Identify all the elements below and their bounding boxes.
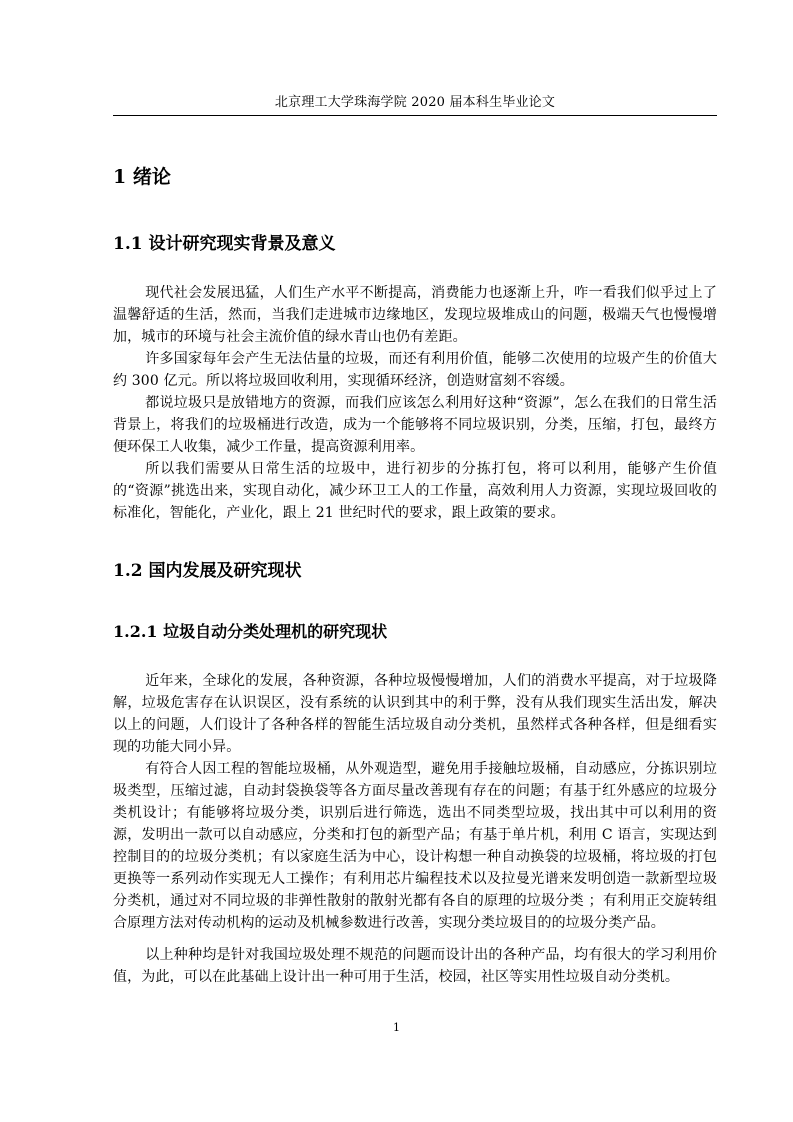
section-1-1-paragraph-4: 所以我们需要从日常生活的垃圾中，进行初步的分拣打包，将可以利用，能够产生价值的“资源”挑选出来，实现自动化，减少环卫工人的工作量，高效利用人力资源，实现垃圾回收的标准化，智能化，产业化，跟上 21 世纪时代的要求，跟上政策的要求。 — [113, 461, 717, 521]
section-1-2-1-paragraph-1: 近年来，全球化的发展，各种资源，各种垃圾慢慢增加，人们的消费水平提高，对于垃圾降解，垃圾危害存在认识误区，没有系统的认识到其中的利于弊，没有从我们现实生活出发，解决以上的问题，人们设计了各种各样的智能生活垃圾自动分类机，虽然样式各种各样，但是细看实现的功能大同小异。 — [113, 673, 717, 755]
chapter-title: 1 绪论 — [113, 166, 171, 188]
section-1-2-1-paragraph-3: 以上种种均是针对我国垃圾处理不规范的问题而设计出的各种产品，均有很大的学习利用价值，为此，可以在此基础上设计出一种可用于生活，校园，社区等实用性垃圾自动分类机。 — [113, 947, 717, 985]
section-1-1-title: 1.1 设计研究现实背景及意义 — [113, 234, 336, 254]
section-1-2-1-paragraph-2: 有符合人因工程的智能垃圾桶，从外观造型，避免用手接触垃圾桶，自动感应，分拣识别垃圾类型，压缩过滤，自动封袋换袋等各方面尽量改善现有存在的问题；有基于红外感应的垃圾分类机设计；有能够将垃圾分类，识别后进行筛选，选出不同类型垃圾，找出其中可以利用的资源，发明出一款可以自动感应，分类和打包的新型产品；有基于单片机，利用 C 语言，实现达到控制目的的垃圾分类机；有以家庭生活为中心，设计构想一种自动换袋的垃圾桶，将垃圾的打包更换等一系列动作实现无人工操作；有利用芯片编程技术以及拉曼光谱来发明创造一款新型垃圾分类机，通过对不同垃圾的非弹性散射的散射光都有各自的原理的垃圾分类 ；有利用正交旋转组合原理方法对传动机构的运动及机械参数进行改善，实现分类垃圾目的的垃圾分类产品。 — [113, 761, 717, 931]
section-1-1-paragraph-1: 现代社会发展迅猛，人们生产水平不断提高，消费能力也逐渐上升，咋一看我们似乎过上了温馨舒适的生活，然而，当我们走进城市边缘地区，发现垃圾堆成山的问题，极端天气也慢慢增加，城市的环境与社会主流价值的绿水青山也仍有差距。 — [113, 285, 717, 345]
section-1-2-1-title: 1.2.1 垃圾自动分类处理机的研究现状 — [113, 622, 388, 641]
section-1-1-paragraph-2: 许多国家每年会产生无法估量的垃圾，而还有利用价值，能够二次使用的垃圾产生的价值大约 300 亿元。所以将垃圾回收利用，实现循环经济，创造财富刻不容缓。 — [113, 351, 717, 389]
header-divider — [113, 115, 717, 116]
section-1-1-paragraph-3: 都说垃圾只是放错地方的资源，而我们应该怎么利用好这种“资源”，怎么在我们的日常生活背景上，将我们的垃圾桶进行改造，成为一个能够将不同垃圾识别，分类，压缩，打包，最终方便环保工人收集，减少工作量，提高资源利用率。 — [113, 395, 717, 455]
page-number: 1 — [393, 1021, 400, 1034]
section-1-2-title: 1.2 国内发展及研究现状 — [113, 561, 302, 581]
running-header-title: 北京理工大学珠海学院 2020 届本科生毕业论文 — [274, 95, 556, 110]
